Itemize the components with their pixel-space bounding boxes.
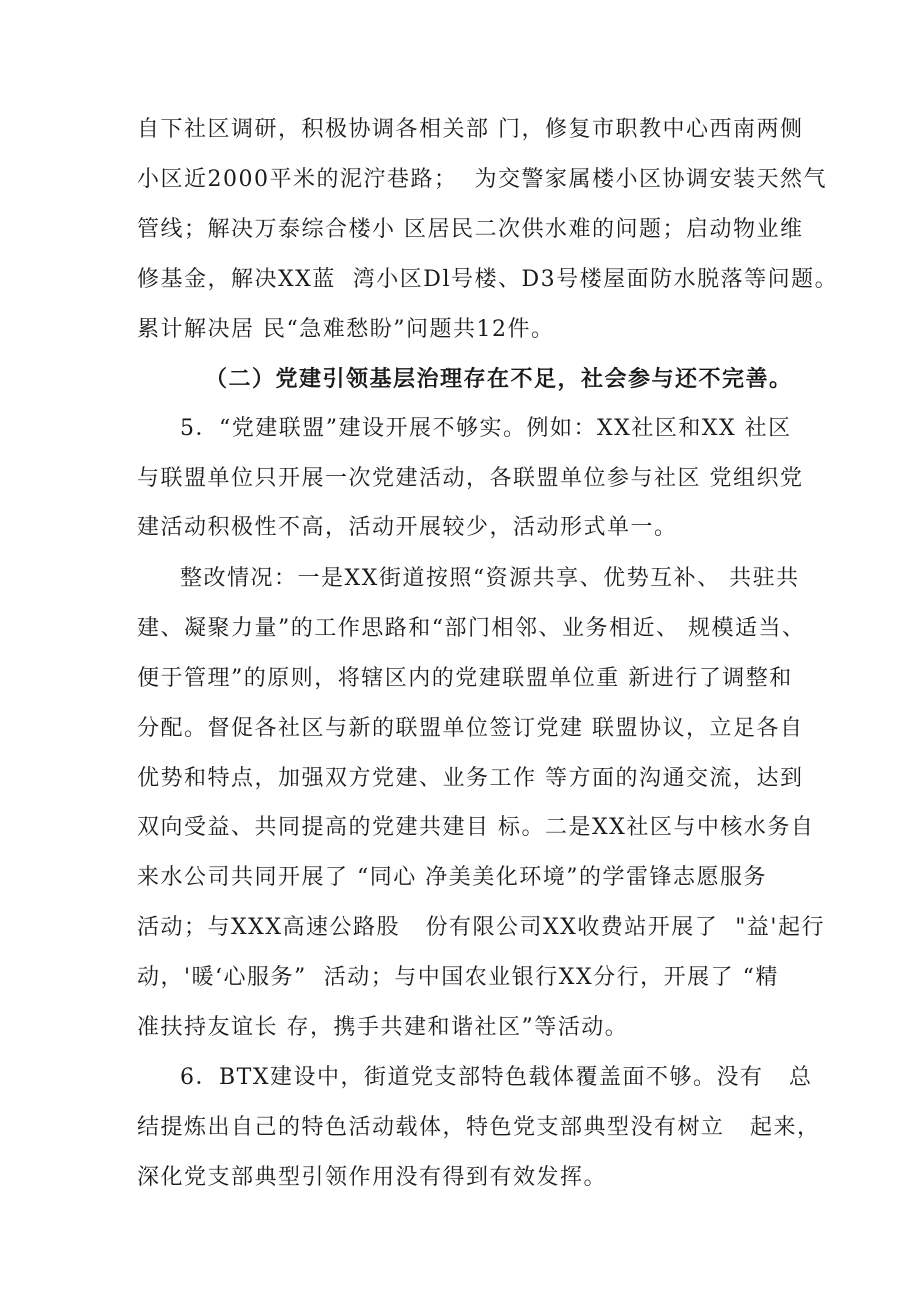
text-line: 来水公司共同开展了 “同心 净美美化环境”的学雷锋志愿服务 bbox=[137, 865, 767, 890]
text-line: 与联盟单位只开展一次党建活动，各联盟单位参与社区 党组织党 bbox=[137, 466, 804, 491]
text-line: 小区近2000平米的泥泞巷路； 为交警家属楼小区协调安装天然气 bbox=[137, 167, 827, 192]
text-line: 累计解决居 民“急难愁盼”问题共12件。 bbox=[137, 317, 555, 342]
text-line: 便于管理”的原则，将辖区内的党建联盟单位重 新进行了调整和 bbox=[137, 666, 793, 691]
section-heading: （二）党建引领基层治理存在不足，社会参与还不完善。 bbox=[205, 366, 793, 392]
text-line: 活动；与XXX高速公路股 份有限公司XX收费站开展了 "益'起行 bbox=[137, 915, 825, 940]
text-line: 动，'暖‘心服务” 活动；与中国农业银行XX分行，开展了 “精 bbox=[137, 965, 779, 990]
text-line: 分配。督促各社区与新的联盟单位签订党建 联盟协议，立足各自 bbox=[137, 716, 804, 741]
text-line: 自下社区调研，积极协调各相关部 门，修复市职教中心西南两侧 bbox=[137, 117, 804, 142]
text-line: 6．BTX建设中，街道党支部特色载体覆盖面不够。没有 总 bbox=[180, 1065, 813, 1090]
text-line: 建活动积极性不高，活动开展较少，活动形式单一。 bbox=[137, 515, 678, 540]
text-line: 5．“党建联盟”建设开展不够实。例如：XX社区和XX 社区 bbox=[180, 416, 792, 441]
text-line: 双向受益、共同提高的党建共建目 标。二是XX社区与中核水务自 bbox=[137, 815, 815, 840]
text-line: 管线；解决万泰综合楼小 区居民二次供水难的问题；启动物业维 bbox=[137, 217, 804, 242]
text-line: 深化党支部典型引领作用没有得到有效发挥。 bbox=[137, 1165, 608, 1190]
text-line: 建、凝聚力量”的工作思路和“部门相邻、业务相近、 规模适当、 bbox=[137, 616, 806, 641]
text-line: 结提炼出自己的特色活动载体，特色党支部典型没有树立 起来， bbox=[137, 1115, 821, 1140]
text-line: 修基金，解决XX蓝 湾小区Dl号楼、D3号楼屋面防水脱落等问题。 bbox=[137, 267, 839, 292]
text-line: 优势和特点，加强双方党建、业务工作 等方面的沟通交流，达到 bbox=[137, 766, 804, 791]
text-line: 整改情况：一是XX街道按照“资源共享、优势互补、 共驻共 bbox=[180, 566, 800, 591]
text-line: 准扶持友谊长 存，携手共建和谐社区”等活动。 bbox=[137, 1015, 629, 1040]
